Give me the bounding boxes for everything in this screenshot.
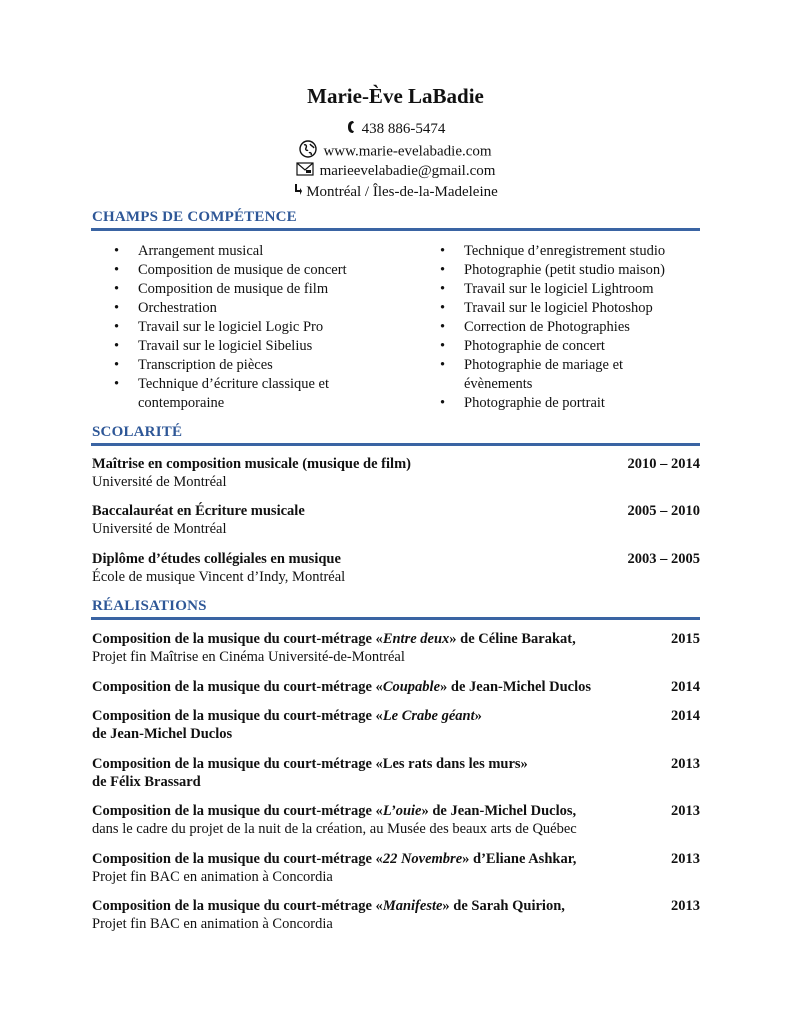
achievements-section-title: RÉALISATIONS [92, 598, 207, 614]
achievement-year: 2013 [671, 756, 700, 772]
achievement-title: Composition de la musique du court-métrage «Le Crabe géant» [92, 708, 482, 724]
achievement-entry [92, 630, 700, 666]
list-item: • Photographie (petit studio maison) [440, 262, 665, 278]
phone-icon [346, 120, 356, 140]
achievements-divider [91, 617, 700, 620]
film-title: 22 Novembre [382, 851, 463, 867]
achievement-title: Composition de la musique du court-métrage «Entre deux» de Céline Barakat, [92, 631, 576, 647]
degree-title: Baccalauréat en Écriture musicale [92, 503, 305, 519]
achievement-entry [92, 802, 700, 838]
achievement-year: 2014 [671, 679, 700, 695]
achievement-title: Composition de la musique du court-métrage «L’ouie» de Jean-Michel Duclos, [92, 803, 577, 819]
achievement-title: Composition de la musique du court-métrage «Les rats dans les murs» [92, 756, 528, 772]
email-link[interactable]: marieevelabadie@gmail.com [319, 163, 496, 179]
achievement-title: Composition de la musique du court-métrage «Coupable» de Jean-Michel Duclos [92, 679, 592, 695]
education-entry [92, 502, 700, 538]
achievement-entry [92, 850, 700, 886]
location-text: Montréal / Îles-de-la-Madeleine [306, 184, 498, 200]
degree-years: 2010 – 2014 [627, 456, 700, 472]
list-item: • Travail sur le logiciel Logic Pro [114, 319, 324, 335]
education-section-title: SCOLARITÉ [92, 424, 183, 440]
mail-icon [296, 162, 314, 182]
location-arrow-icon [293, 183, 303, 203]
school-name: École de musique Vincent d’Indy, Montréal [92, 569, 346, 585]
achievement-detail: de Jean-Michel Duclos [92, 726, 233, 742]
list-item: • Correction de Photographies [440, 319, 630, 335]
achievement-year: 2013 [671, 851, 700, 867]
achievement-entry [92, 897, 700, 933]
achievement-detail: de Félix Brassard [92, 774, 201, 790]
degree-title: Diplôme d’études collégiales en musique [92, 551, 341, 567]
achievement-entry [92, 755, 700, 791]
list-item: • Orchestration [114, 300, 217, 316]
skills-divider [91, 228, 700, 231]
list-item: • Travail sur le logiciel Photoshop [440, 300, 653, 316]
contact-location [0, 182, 791, 202]
education-entry [92, 550, 700, 586]
contact-website [0, 140, 791, 160]
achievement-year: 2015 [671, 631, 700, 647]
degree-title: Maîtrise en composition musicale (musique de film) [92, 456, 411, 472]
website-link[interactable]: www.marie-evelabadie.com [323, 143, 492, 160]
achievement-year: 2014 [671, 708, 700, 724]
achievement-detail: Projet fin Maîtrise en Cinéma Université-de-Montréal [92, 649, 405, 665]
list-item: • Photographie de mariage et évènements [440, 357, 624, 392]
achievement-year: 2013 [671, 898, 700, 914]
school-name: Université de Montréal [92, 474, 227, 490]
degree-years: 2005 – 2010 [627, 503, 700, 519]
film-title: Entre deux [382, 631, 450, 647]
achievement-entry [92, 707, 700, 743]
film-title: Le Crabe géant [382, 708, 475, 724]
contact-email [0, 161, 791, 181]
list-item: • Composition de musique de film [114, 281, 329, 297]
list-item: • Technique d’écriture classique et contemporaine [114, 376, 330, 411]
degree-years: 2003 – 2005 [627, 551, 700, 567]
achievement-title: Composition de la musique du court-métrage «22 Novembre» d’Eliane Ashkar, [92, 851, 577, 867]
film-title: Coupable [382, 679, 441, 695]
skills-section-title: CHAMPS DE COMPÉTENCE [92, 209, 297, 225]
achievement-title: Composition de la musique du court-métrage «Manifeste» de Sarah Quirion, [92, 898, 565, 914]
education-divider [91, 443, 700, 446]
achievement-entry [92, 678, 700, 696]
list-item: • Photographie de portrait [440, 395, 605, 411]
contact-phone [0, 119, 791, 139]
skills-list-left [114, 242, 414, 413]
achievement-detail: Projet fin BAC en animation à Concordia [92, 916, 333, 932]
achievement-detail: dans le cadre du projet de la nuit de la création, au Musée des beaux arts de Québec [92, 821, 577, 837]
list-item: • Composition de musique de concert [114, 262, 347, 278]
list-item: • Travail sur le logiciel Sibelius [114, 338, 313, 354]
education-entry [92, 455, 700, 491]
list-item: • Arrangement musical [114, 243, 264, 259]
list-item: • Technique d’enregistrement studio [440, 243, 666, 259]
school-name: Université de Montréal [92, 521, 227, 537]
list-item: • Photographie de concert [440, 338, 605, 354]
skills-list-right [440, 242, 700, 413]
person-name: Marie-Ève LaBadie [307, 84, 484, 108]
phone-number: 438 886-5474 [361, 121, 446, 137]
list-item: • Transcription de pièces [114, 357, 273, 373]
achievement-year: 2013 [671, 803, 700, 819]
list-item: • Travail sur le logiciel Lightroom [440, 281, 654, 297]
film-title: L’ouie [382, 803, 422, 819]
film-title: Manifeste [382, 898, 443, 914]
achievement-detail: Projet fin BAC en animation à Concordia [92, 869, 333, 885]
